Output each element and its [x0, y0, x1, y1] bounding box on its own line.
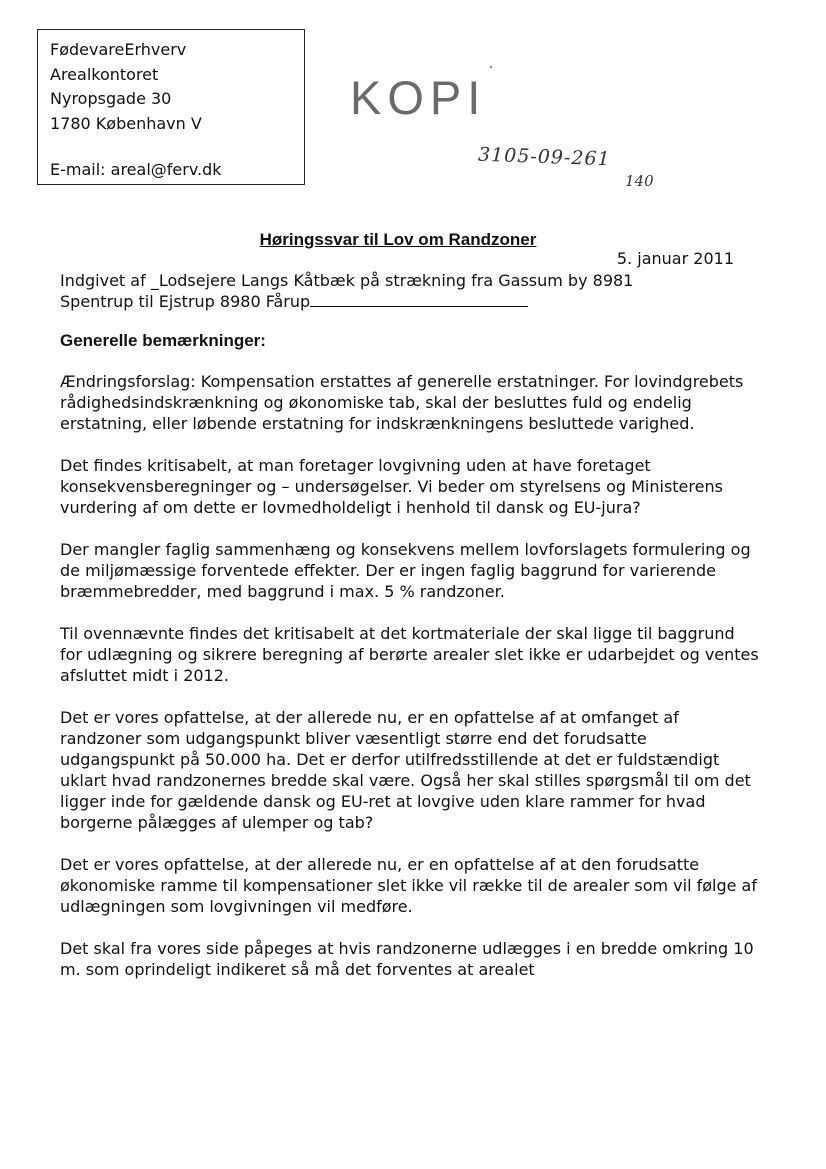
address-line-organization: FødevareErhverv — [50, 40, 187, 59]
submitted-by-line2: Spentrup til Ejstrup 8980 Fårup — [60, 292, 311, 311]
address-box — [37, 29, 305, 185]
address-line-city: 1780 København V — [50, 113, 202, 133]
handwritten-case-suffix: 140 — [625, 172, 654, 190]
submitted-by-underline — [310, 291, 528, 307]
address-email: E-mail: areal@ferv.dk — [50, 160, 222, 179]
address-line-street: Nyropsgade 30 — [50, 89, 172, 108]
paragraph: Det findes kritisabelt, at man foretager lovgivning uden at have foretaget konsekvensberegninger og – undersøgelser. Vi beder om styrelsens og Ministerens vurdering af om dette er lovmedholdeligt i henhold til dansk og EU-jura? — [60, 456, 723, 517]
submitted-by — [60, 270, 750, 312]
address-line-office: Arealkontoret — [50, 64, 159, 84]
paragraph: Det er vores opfattelse, at der allerede nu, er en opfattelse af at omfanget af randzoner som udgangspunkt bliver væsentligt større end det forudsatte udgangspunkt på 50.000 ha. Det er derfor utilfredsstillende at det er fuldstændigt uklart hvad randzonernes bredde skal være. Også her skal stilles spørgsmål til om det ligger inde for gældende dansk og EU-ret at lovgive uden klare rammer for hvad borgerne pålægges af ulemper og tab? — [60, 708, 751, 832]
submitted-by-line1: Lodsejere Langs Kåtbæk på strækning fra Gassum by 8981 — [158, 271, 634, 290]
document-body — [60, 371, 760, 1001]
stamp-dot-icon — [488, 64, 494, 70]
submitted-by-prefix: Indgivet af _ — [60, 271, 159, 290]
paragraph: Det er vores opfattelse, at der allerede nu, er en opfattelse af at den forudsatte økonomiske ramme til kompensationer slet ikke vil række til de arealer som vil følge af udlægningen som lovgivningen vil medføre. — [60, 855, 757, 916]
paragraph: Der mangler faglig sammenhæng og konsekvens mellem lovforslagets formulering og de miljømæssige forventede effekter. Der er ingen faglig baggrund for varierende bræmmebredder, med baggrund i max. 5 % randzoner. — [60, 540, 751, 601]
paragraph: Til ovennævnte findes det kritisabelt at det kortmateriale der skal ligge til baggrund for udlægning og sikrere beregning af berørte arealer slet ikke er udarbejdet og ventes afsluttet midt i 2012. — [60, 624, 759, 685]
address-gap — [50, 136, 304, 158]
handwritten-case-number: 3105-09-261 — [477, 143, 611, 171]
paragraph: Det skal fra vores side påpeges at hvis randzonerne udlægges i en bredde omkring 10 m. som oprindeligt indikeret så må det forventes at arealet — [60, 939, 754, 979]
section-heading: Generelle bemærkninger: — [60, 331, 266, 350]
document-date: 5. januar 2011 — [616, 249, 734, 268]
page-title: Høringssvar til Lov om Randzoner — [259, 230, 537, 249]
paragraph: Ændringsforslag: Kompensation erstattes af generelle erstatninger. For lovindgrebets rådighedsindskrænkning og økonomiske tab, skal der besluttes fuld og endelig erstatning, eller løbende erstatning for indskrænkningens besluttede varighed. — [60, 372, 744, 433]
kopi-stamp: KOPI — [350, 71, 487, 124]
